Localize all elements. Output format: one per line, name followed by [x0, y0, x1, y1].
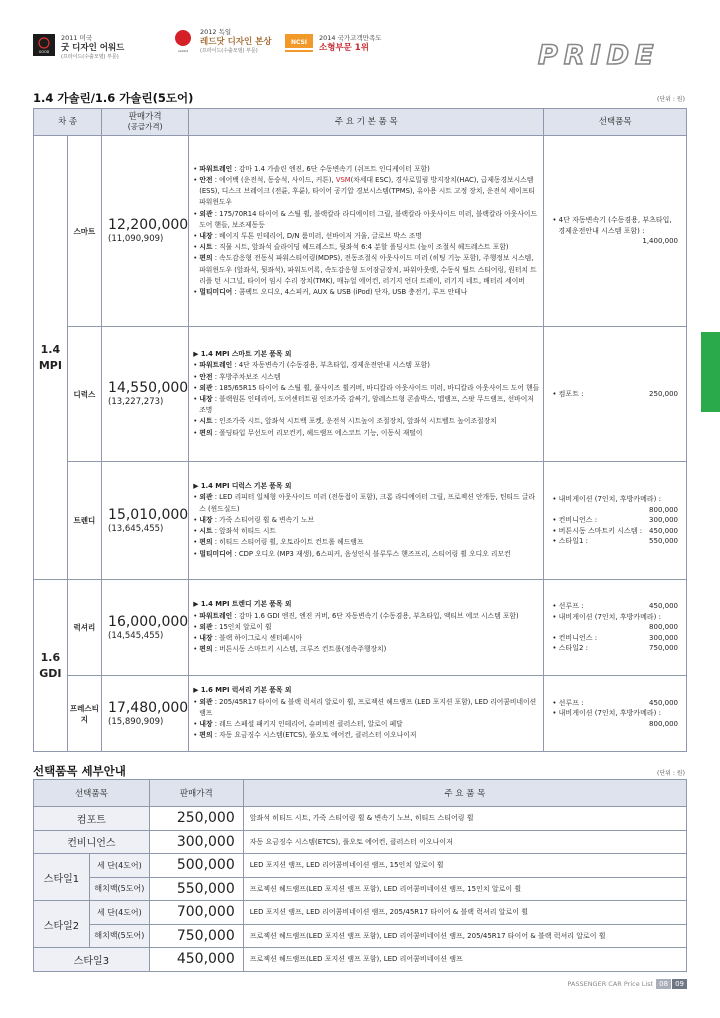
feature-item: • 내장 : 베이지 투톤 인테리어, D/N 룸미러, 선바이저 거울, 글로브 박스 조명 — [193, 232, 422, 240]
feature-item: • 시트 : 앞좌석 히티드 시트 — [193, 527, 276, 536]
feature-item: • 외관 : LED 리피터 일체형 아웃사이드 미러 (전동접이 포함), 크롬 라디에이터 그릴, 프로젝션 안개등, 틴티드 글라스 (윈드실드) — [193, 493, 535, 513]
table-row — [34, 901, 687, 925]
price-cell — [102, 580, 189, 676]
option-price: 800,000 — [649, 505, 678, 514]
table-row — [34, 948, 687, 972]
col-header-price-sub: (공급가격) — [127, 122, 163, 131]
award-year: 2011 미국 — [61, 34, 93, 42]
award-note: (프라이드(수출모델) 부문) — [200, 48, 258, 54]
option-price: 500,000 — [149, 854, 243, 878]
award-note: (프라이드(수출모델) 부문) — [61, 54, 119, 60]
trim-name: 럭셔리 — [67, 580, 101, 676]
supply-price: (14,545,455) — [108, 630, 164, 641]
price-table — [33, 108, 687, 752]
option-desc: 프로젝션 헤드램프(LED 포지션 램프 포함), LED 리어콤비네이션 램프 — [243, 948, 686, 972]
option-body-type: 해치백(5도어) — [89, 877, 149, 901]
table-header-row — [34, 780, 687, 807]
table-row-trendy — [34, 462, 687, 580]
supply-price: (15,890,909) — [108, 716, 164, 727]
option-price: 800,000 — [649, 719, 678, 728]
award-year: 2012 독일 — [200, 28, 232, 36]
option-desc: 프로젝션 헤드램프(LED 포지션 램프 포함), LED 리어콤비네이션 램프, 15인치 알로이 휠 — [243, 877, 686, 901]
features-cell — [189, 580, 544, 676]
options-cell — [544, 462, 687, 580]
table-row — [34, 807, 687, 831]
trim-name: 디럭스 — [67, 327, 101, 462]
option-name: 컴포트 — [34, 807, 150, 831]
feature-item: • 편의 : 폴딩타입 무선도어 리모컨키, 헤드램프 에스코트 기능, 이동식 재떨이 — [193, 428, 423, 437]
option-desc: 자동 요금징수 시스템(ETCS), 풀오토 에어컨, 클러스터 이오나이저 — [243, 830, 686, 854]
feature-base: ▶ 1.4 MPI 트렌디 기본 품목 외 — [193, 600, 292, 609]
option-price: 250,000 — [149, 807, 243, 831]
option-item: • 컨비니언스 : 300,000 — [552, 633, 678, 642]
trim-name: 트렌디 — [67, 462, 101, 580]
award-year: 2014 국가고객만족도 — [319, 34, 382, 42]
reddot-logo — [172, 28, 194, 60]
trim-name: 스마트 — [67, 136, 101, 327]
option-price: 800,000 — [649, 623, 678, 632]
sale-price: 14,550,000 — [108, 380, 189, 396]
table-row-prestige — [34, 676, 687, 752]
option-desc: LED 포지션 램프, LED 리어콤비네이션 램프, 15인치 알로이 휠 — [243, 854, 686, 878]
col-header-option-name: 선택품목 — [34, 780, 150, 807]
page-footer — [567, 979, 687, 989]
option-price: 750,000 — [149, 924, 243, 948]
option-desc: 앞좌석 히티드 시트, 가죽 스티어링 휠 & 변속기 노브, 히티드 스티어링 휠 — [243, 807, 686, 831]
section-title: 1.4 가솔린/1.6 가솔린(5도어) — [33, 91, 194, 105]
option-body-type: 세 단(4도어) — [89, 901, 149, 925]
option-desc: LED 포지션 램프, LED 리어콤비네이션 램프, 205/45R17 타이어 & 블랙 럭셔리 알로이 휠 — [243, 901, 686, 925]
feature-item: • 내장 : 가죽 스티어링 휠 & 변속기 노브 — [193, 515, 315, 524]
option-price: 450,000 — [149, 948, 243, 972]
sale-price: 16,000,000 — [108, 613, 189, 630]
price-cell — [102, 676, 189, 752]
award-good-design — [33, 34, 124, 61]
features-cell — [189, 462, 544, 580]
good-design-logo — [33, 34, 55, 56]
price-cell — [102, 327, 189, 462]
option-desc: 프로젝션 헤드램프(LED 포지션 램프 포함), LED 리어콤비네이션 램프, 205/45R17 타이어 & 블랙 럭셔리 알로이 휠 — [243, 924, 686, 948]
price-cell — [102, 136, 189, 327]
features-cell — [189, 676, 544, 752]
award-reddot — [172, 28, 272, 60]
feature-item: • 편의 : 속도감응형 전동식 파워스티어링(MDPS), 전동조절식 아웃사이드 미러 (히팅 기능 포함), 주행정보 시스템, 파워윈도우 (앞좌석, 뒷좌석), 파워도어록, 속도감응형 도어잠금장치, 파워아웃렛, 수동식 틸트 스티어링, 원터치 트리플 턴 시그널, 타이어 임시 수리 장치(TMK), 매뉴얼 에어컨, 러기지 언더 트레이, 러기지 네트, 배터리 세이버 — [193, 254, 537, 285]
option-item: • 버튼시동 스마트키 시스템 : 450,000 — [552, 526, 678, 535]
feature-item: • 외관 : 185/65R15 타이어 & 스틸 휠, 풀사이즈 휠커버, 바디칼라 아웃사이드 미러, 바디칼라 아웃사이드 도어 핸들 — [193, 383, 540, 392]
col-header-trim: 차 종 — [34, 109, 102, 136]
table-row-deluxe — [34, 327, 687, 462]
feature-base: ▶ 1.4 MPI 스마트 기본 품목 외 — [193, 350, 292, 359]
page-number-right: 09 — [672, 979, 687, 989]
table-header-row — [34, 109, 687, 136]
feature-item: • 편의 : 자동 요금징수 시스템(ETCS), 풀오토 에어컨, 클러스터 이오나이저 — [193, 731, 417, 740]
svg-text:reddot: reddot — [178, 49, 188, 53]
award-ncsi — [285, 34, 382, 56]
option-item: • 컴포트 : 250,000 — [552, 389, 678, 398]
option-item: • 선루프 : 450,000 — [552, 602, 678, 611]
option-name: 스타일1 — [34, 854, 90, 901]
col-header-price — [102, 109, 189, 136]
feature-item: • 멀티미디어 : 콤팩트 오디오, 4스피커, AUX & USB (iPod) 단자, USB 충전기, 루프 안테나 — [193, 288, 468, 297]
supply-price: (13,645,455) — [108, 523, 164, 534]
option-item: • 스타일2 : 750,000 — [552, 644, 678, 653]
engine-type: MPI — [38, 358, 62, 372]
option-price: 300,000 — [149, 830, 243, 854]
col-header-price-label: 판매가격 — [128, 112, 162, 122]
col-header-option-price: 판매가격 — [149, 780, 243, 807]
supply-price: (11,090,909) — [108, 234, 164, 244]
table-row — [34, 877, 687, 901]
feature-item: • 파워트레인 : 감마 1.6 GDI 엔진, 엔진 커버, 6단 자동변속기 (수동겸용, 부츠타입, 액티브 에코 시스템 포함) — [193, 611, 519, 620]
feature-item: • 내장 : 블랙원톤 인테리어, 도어센터트림 인조가죽 감싸기, 암레스트형 콘솔박스, 맵램프, 스팟 무드램프, 선바이저 조명 — [193, 395, 534, 415]
option-item: • 내비게이션 (7인치, 후방카메라) : — [552, 709, 661, 718]
feature-item: • 시트 : 인조가죽 시트, 앞좌석 시트백 포켓, 운전석 시트높이 조절장치, 앞좌석 시트벨트 높이조절장치 — [193, 417, 497, 426]
options-cell — [544, 136, 687, 327]
feature-item: • 외관 : 205/45R17 타이어 & 블랙 럭셔리 알로이 휠, 프로젝션 헤드램프 (LED 포지션 포함), LED 리어콤비네이션 램프 — [193, 697, 537, 717]
engine-name: 1.4 — [40, 342, 61, 356]
feature-base: ▶ 1.6 MPI 럭셔리 기본 품목 외 — [193, 686, 292, 695]
col-header-features: 주 요 기 본 품 목 — [189, 109, 544, 136]
unit-label: (단위 : 원) — [657, 96, 685, 103]
option-body-type: 해치백(5도어) — [89, 924, 149, 948]
section-title-options: 선택품목 세부안내 — [33, 764, 126, 778]
award-title: 소형부문 1위 — [319, 43, 369, 53]
table-row-luxury — [34, 580, 687, 676]
svg-text:GOOD: GOOD — [38, 50, 50, 54]
engine-name: 1.6 — [40, 650, 61, 664]
sale-price: 15,010,000 — [108, 506, 189, 523]
options-detail-table — [33, 779, 687, 972]
table-row — [34, 830, 687, 854]
feature-item: • 파워트레인 : 4단 자동변속기 (수동겸용, 부츠타입, 경제운전안내 시스템 포함) — [193, 361, 430, 370]
footer-label: PASSENGER CAR Price List — [567, 980, 654, 988]
unit-label: (단위 : 원) — [657, 770, 685, 777]
section-tab-marker — [701, 332, 720, 412]
sale-price: 17,480,000 — [108, 699, 189, 716]
options-cell — [544, 327, 687, 462]
ncsi-logo — [285, 34, 313, 56]
option-item: • 스타일1 : 550,000 — [552, 537, 678, 546]
feature-base: ▶ 1.4 MPI 디럭스 기본 품목 외 — [193, 482, 292, 491]
col-header-option-desc: 주 요 품 목 — [243, 780, 686, 807]
feature-item: • 시트 : 직물 시트, 앞좌석 슬라이딩 헤드레스트, 뒷좌석 6:4 분할 폴딩시트 (높이 조절식 헤드레스트 포함) — [193, 243, 509, 252]
page-number-left: 08 — [656, 979, 671, 989]
brand-text: PRIDE — [538, 42, 660, 68]
engine-type: GDI — [39, 666, 62, 680]
col-header-options: 선택품목 — [544, 109, 687, 136]
page-header — [0, 0, 720, 82]
svg-text:NCSI: NCSI — [290, 39, 308, 46]
award-title: 레드닷 디자인 본상 — [200, 37, 272, 47]
feature-item: • 멀티미디어 : CDP 오디오 (MP3 재생), 6스피커, 음성인식 블루투스 핸즈프리, 스티어링 휠 오디오 리모컨 — [193, 549, 511, 558]
feature-item: • 내장 : 레드 스페셜 패키지 인테리어, 슈퍼비전 클러스터, 알로이 페달 — [193, 720, 403, 729]
options-cell — [544, 676, 687, 752]
trim-name: 프레스티지 — [67, 676, 101, 752]
option-item: • 선루프 : 450,000 — [552, 698, 678, 707]
table-row-smart — [34, 136, 687, 327]
table-row — [34, 924, 687, 948]
option-item: • 4단 자동변속기 (수동겸용, 부츠타입, 경제운전안내 시스템 포함) : — [552, 216, 672, 235]
option-name: 스타일3 — [34, 948, 150, 972]
option-price: 550,000 — [149, 877, 243, 901]
engine-cell-16 — [34, 580, 68, 752]
feature-item: • 편의 : 버튼시동 스마트키 시스템, 크루즈 컨트롤(정속주행장치) — [193, 645, 387, 654]
feature-item: • 편의 : 히티드 스티어링 휠, 오토라이트 컨트롤 헤드램프 — [193, 538, 364, 547]
feature-item: • 파워트레인 : 감마 1.4 가솔린 엔진, 6단 수동변속기 (쉬프트 인디케이터 포함) — [193, 164, 430, 173]
option-name: 컨비니언스 — [34, 830, 150, 854]
feature-item: • 외관 : 175/70R14 타이어 & 스틸 휠, 블랙칼라 라디에이터 그릴, 블랙칼라 아웃사이드 미러, 블랙칼라 아웃사이드 도어 핸들, 보조제동등 — [193, 209, 538, 229]
option-price: 700,000 — [149, 901, 243, 925]
option-body-type: 세 단(4도어) — [89, 854, 149, 878]
features-cell — [189, 136, 544, 327]
award-title: 굿 디자인 어워드 — [61, 43, 125, 53]
option-item: • 내비게이션 (7인치, 후방카메라) : — [552, 612, 661, 621]
sale-price: 12,200,000 — [108, 217, 189, 233]
option-item: • 컨비니언스 : 300,000 — [552, 516, 678, 525]
engine-cell-14 — [34, 136, 68, 580]
feature-item: • 안전 : 후방주차보조 시스템 — [193, 372, 281, 381]
vsm-highlight: VSM — [335, 175, 351, 184]
option-price: 1,400,000 — [642, 237, 678, 246]
table-row — [34, 854, 687, 878]
options-cell — [544, 580, 687, 676]
feature-item: • 안전 : 에어백 (운전석, 동승석, 사이드, 커튼), VSM(차세대 ESC), 경사로밀림 방지장치(HAC), 급제동경보시스템(ESS), 디스크 브레이크 (전륜, 후륜), 타이어 공기압 경보시스템(TPMS), 유아용 시트 고정 장치, 운전석 세이프티 파워윈도우 — [193, 175, 535, 207]
feature-item: • 내장 : 블랙 하이그로시 센터페시아 — [193, 634, 303, 643]
price-cell — [102, 462, 189, 580]
pride-logo — [536, 42, 686, 68]
features-cell — [189, 327, 544, 462]
option-item: • 내비게이션 (7인치, 후방카메라) : — [552, 495, 661, 504]
supply-price: (13,227,273) — [108, 397, 164, 407]
feature-item: • 외관 : 15인치 알로이 휠 — [193, 622, 272, 631]
option-name: 스타일2 — [34, 901, 90, 948]
